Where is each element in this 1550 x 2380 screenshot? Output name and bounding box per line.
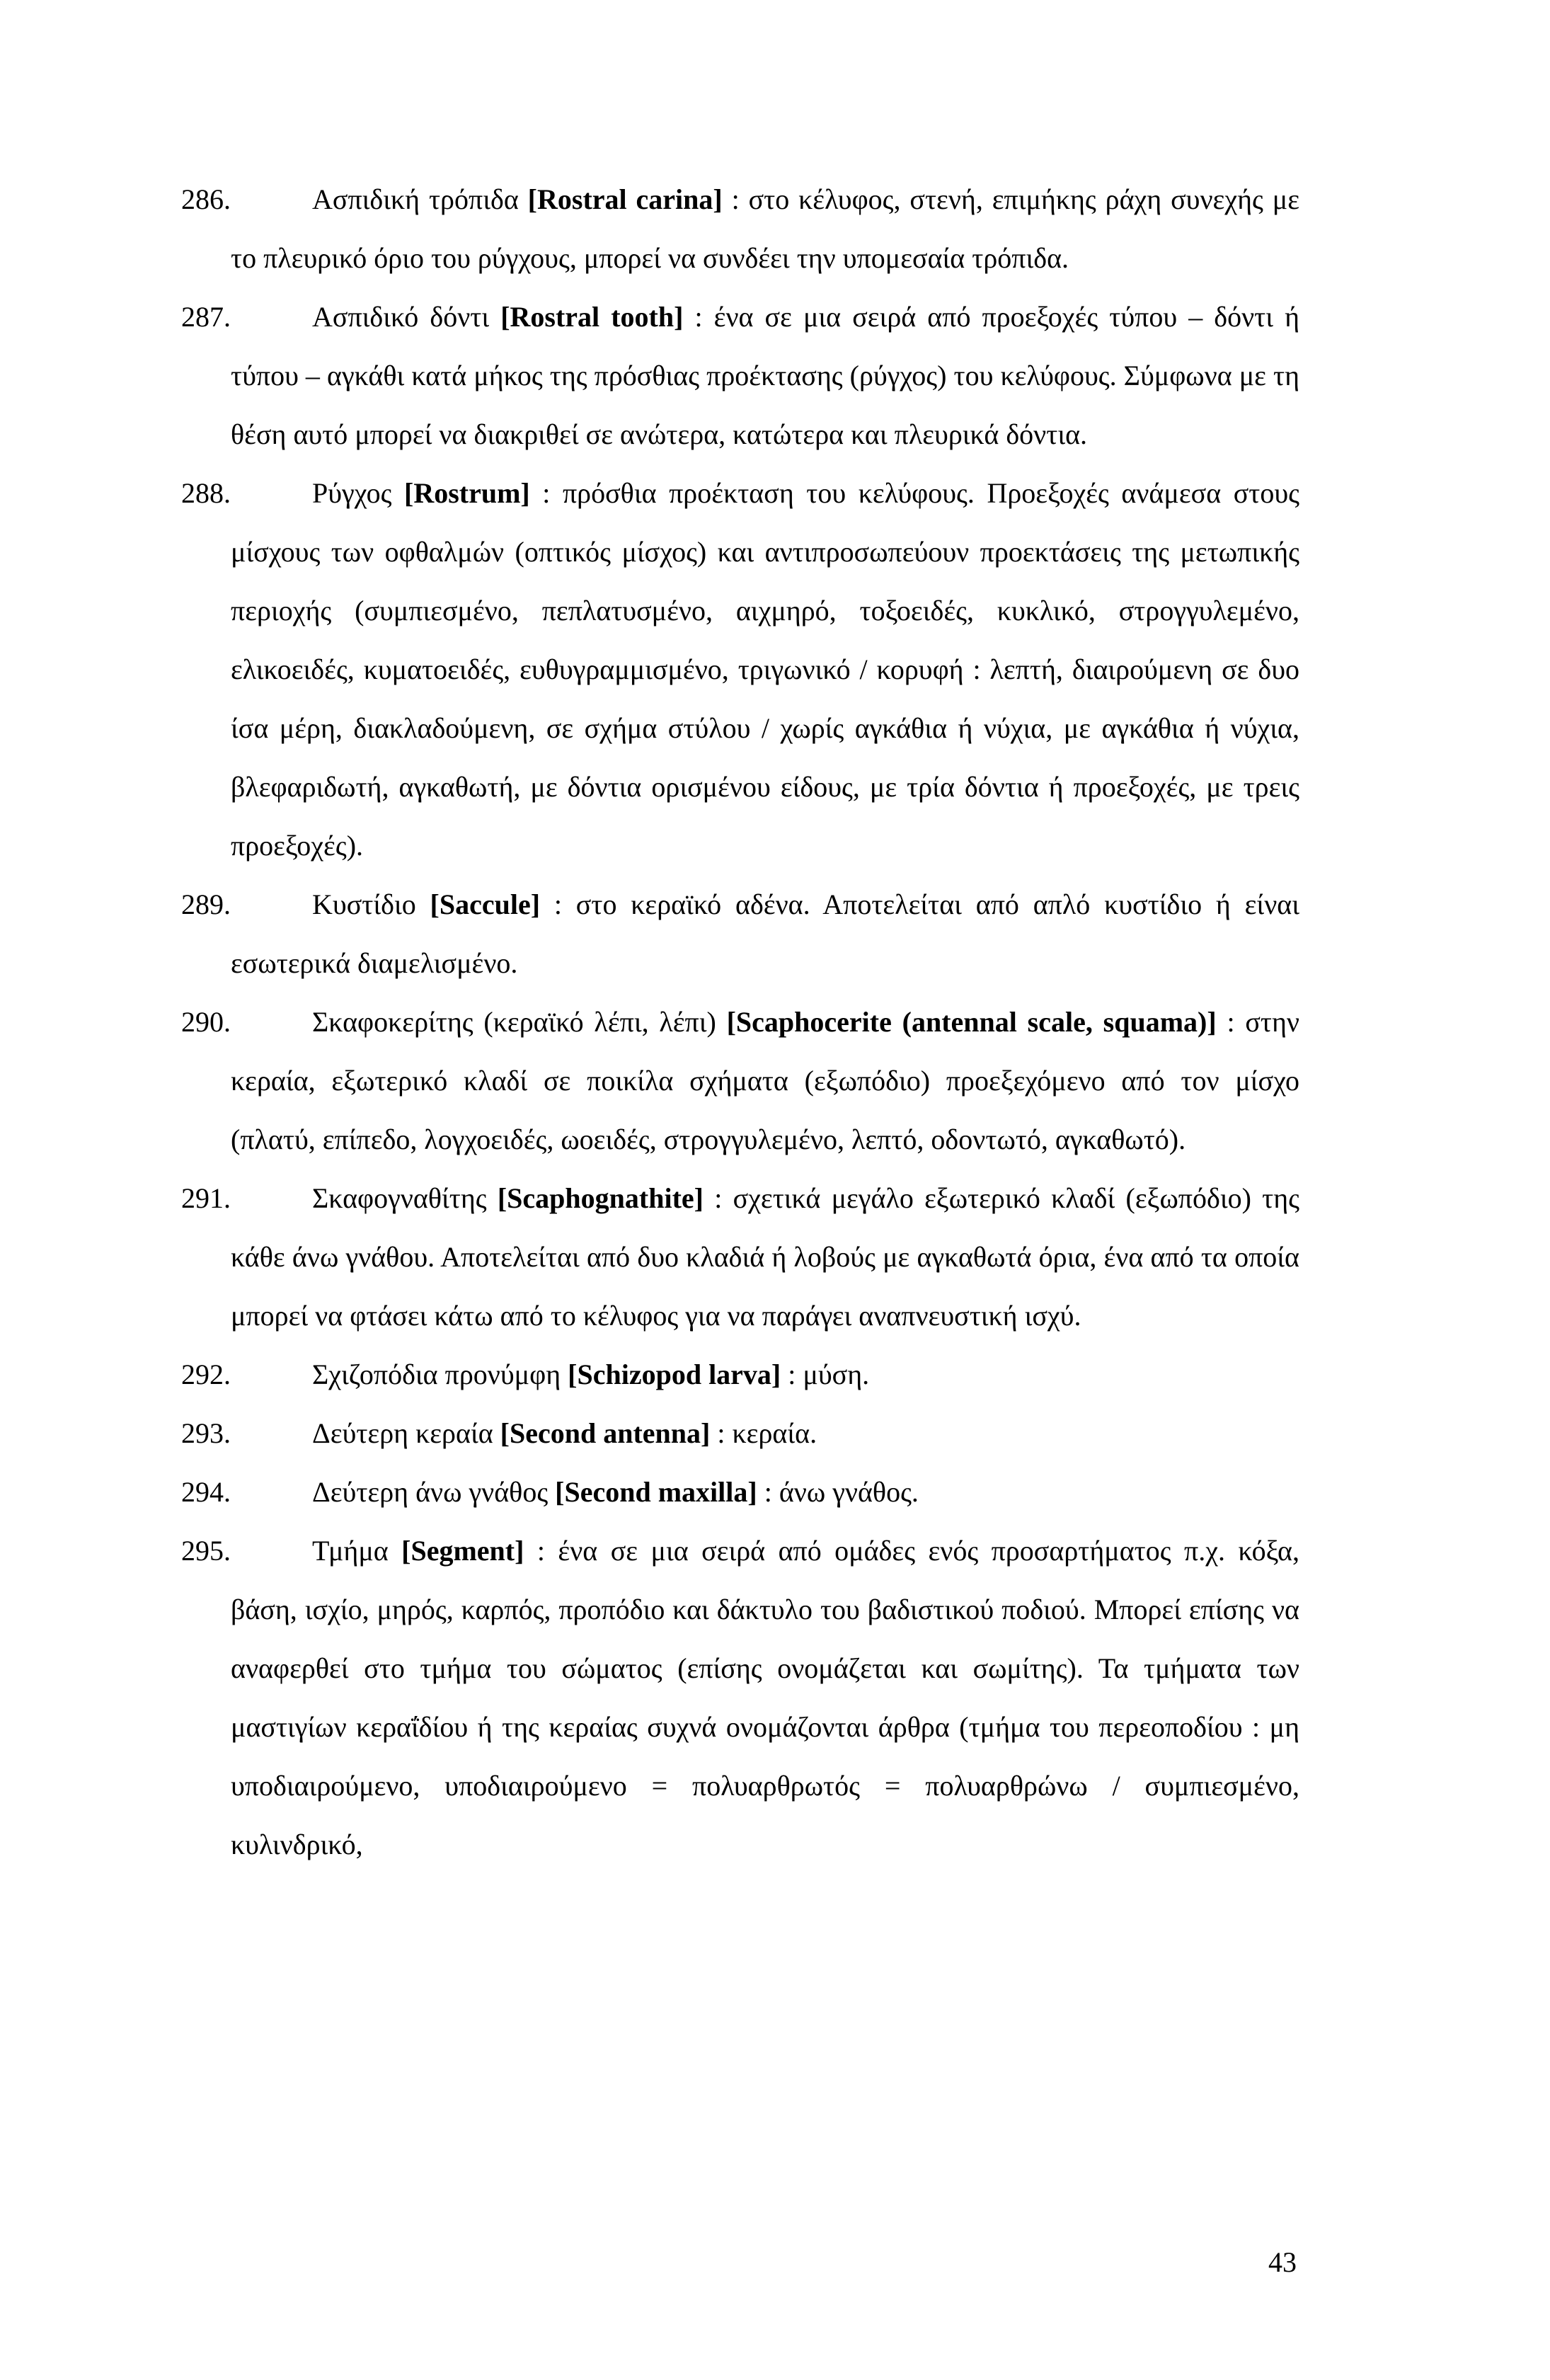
entry-text: : άνω γνάθος. <box>757 1476 919 1508</box>
entry-text: : πρόσθια προέκταση του κελύφους. Προεξοχές ανάμεσα στους μίσχους των οφθαλμών (οπτικός μίσχος) και αντιπροσωπεύουν προεκτάσεις της μετωπικής περιοχής (συμπιεσμένο, πεπλατυσμένο, αιχμηρό, τοξοειδές, κυκλικό, στρογγυλεμένο, ελικοειδές, κυματοειδές, ευθυγραμμισμένο, τριγωνικό / κορυφή : λεπτή, διαιρούμενη σε δυο ίσα μέρη, διακλαδούμενη, σε σχήμα στύλου / χωρίς αγκάθια ή νύχια, με αγκάθια ή νύχια, βλεφαριδωτή, αγκαθωτή, με δόντια ορισμένου είδους, με τρία δόντια ή προεξοχές, με τρεις προεξοχές). <box>231 477 1299 862</box>
entry-term: [Schizopod larva] <box>568 1358 781 1390</box>
entry-text: : ένα σε μια σειρά από προεξοχές τύπου – δόντι ή τύπου – αγκάθι κατά μήκος της πρόσθιας προέκτασης (ρύγχος) του κελύφους. Σύμφωνα με τη θέση αυτό μπορεί να διακριθεί σε ανώτερα, κατώτερα και πλευρικά δόντια. <box>231 301 1299 450</box>
page-number: 43 <box>1268 2246 1297 2278</box>
entry-term: [Saccule] <box>430 888 541 920</box>
entry-number: 295. <box>181 1535 231 1567</box>
entry-number: 294. <box>181 1476 231 1508</box>
glossary-entry-286 <box>181 170 1299 287</box>
glossary-entries <box>181 170 1299 1874</box>
entry-lead: Δεύτερη άνω γνάθος <box>312 1476 556 1508</box>
entry-term: [Second antenna] <box>500 1417 711 1449</box>
entry-body <box>181 1169 1299 1345</box>
entry-number: 288. <box>181 477 231 509</box>
entry-lead: Σχιζοπόδια προνύμφη <box>312 1358 568 1390</box>
entry-term: [Second maxilla] <box>555 1476 757 1508</box>
entry-body <box>181 170 1299 287</box>
glossary-entry-290 <box>181 992 1299 1169</box>
entry-body <box>181 875 1299 992</box>
entry-number: 289. <box>181 888 231 920</box>
entry-body <box>181 1463 1299 1521</box>
entry-term: [Scaphognathite] <box>497 1182 704 1214</box>
entry-lead: Τμήμα <box>312 1535 402 1567</box>
entry-text: : στην κεραία, εξωτερικό κλαδί σε ποικίλα σχήματα (εξωπόδιο) προεξεχόμενο από τον μίσχο (πλατύ, επίπεδο, λογχοειδές, ωοειδές, στρογγυλεμένο, λεπτό, οδοντωτό, αγκαθωτό). <box>231 1006 1299 1155</box>
glossary-entry-287 <box>181 287 1299 464</box>
entry-number: 291. <box>181 1182 231 1214</box>
glossary-entry-293 <box>181 1404 1299 1463</box>
entry-body <box>181 464 1299 875</box>
entry-term: [Rostral carina] <box>527 183 723 215</box>
entry-text: : ένα σε μια σειρά από ομάδες ενός προσαρτήματος π.χ. κόξα, βάση, ισχίο, μηρός, καρπός, προπόδιο και δάκτυλο του βαδιστικού ποδιού. Μπορεί επίσης να αναφερθεί στο τμήμα του σώματος (επίσης ονομάζεται και σωμίτης). Τα τμήματα των μαστιγίων κεραΐδίου ή της κεραίας συχνά ονομάζονται άρθρα (τμήμα του περεοποδίου : μη υποδιαιρούμενο, υποδιαιρούμενο = πολυαρθρωτός = πολυαρθρώνω / συμπιεσμένο, κυλινδρικό, <box>231 1535 1299 1860</box>
entry-body <box>181 1521 1299 1874</box>
entry-lead: Δεύτερη κεραία <box>312 1417 500 1449</box>
entry-term: [Scaphocerite (antennal scale, squama)] <box>726 1006 1217 1038</box>
glossary-entry-295 <box>181 1521 1299 1874</box>
entry-term: [Rostrum] <box>404 477 530 509</box>
entry-number: 290. <box>181 1006 231 1038</box>
entry-term: [Segment] <box>401 1535 524 1567</box>
entry-body <box>181 287 1299 464</box>
entry-text: : στο κεραϊκό αδένα. Αποτελείται από απλό κυστίδιο ή είναι εσωτερικά διαμελισμένο. <box>231 888 1300 979</box>
entry-lead: Ασπιδική τρόπιδα <box>312 183 528 215</box>
entry-text: : κεραία. <box>710 1417 817 1449</box>
glossary-entry-289 <box>181 875 1299 992</box>
glossary-entry-292 <box>181 1345 1299 1404</box>
entry-number: 292. <box>181 1358 231 1390</box>
glossary-entry-288 <box>181 464 1299 875</box>
entry-lead: Ασπιδικό δόντι <box>312 301 501 333</box>
entry-body <box>181 992 1299 1169</box>
glossary-entry-294 <box>181 1463 1299 1521</box>
entry-body <box>181 1345 1299 1404</box>
entry-number: 293. <box>181 1417 231 1449</box>
entry-text: : μύση. <box>781 1358 870 1390</box>
entry-lead: Κυστίδιο <box>312 888 430 920</box>
entry-number: 286. <box>181 183 231 215</box>
entry-lead: Ρύγχος <box>312 477 404 509</box>
entry-lead: Σκαφογναθίτης <box>312 1182 498 1214</box>
entry-lead: Σκαφοκερίτης (κεραϊκό λέπι, λέπι) <box>312 1006 727 1038</box>
entry-text: : στο κέλυφος, στενή, επιμήκης ράχη συνεχής με το πλευρικό όριο του ρύγχους, μπορεί να συνδέει την υπομεσαία τρόπιδα. <box>231 183 1300 274</box>
entry-number: 287. <box>181 301 231 333</box>
entry-term: [Rostral tooth] <box>500 301 684 333</box>
glossary-entry-291 <box>181 1169 1299 1345</box>
entry-body <box>181 1404 1299 1463</box>
entry-text: : σχετικά μεγάλο εξωτερικό κλαδί (εξωπόδιο) της κάθε άνω γνάθου. Αποτελείται από δυο κλαδιά ή λοβούς με αγκαθωτά όρια, ένα από τα οποία μπορεί να φτάσει κάτω από το κέλυφος για να παράγει αναπνευστική ισχύ. <box>231 1182 1299 1332</box>
